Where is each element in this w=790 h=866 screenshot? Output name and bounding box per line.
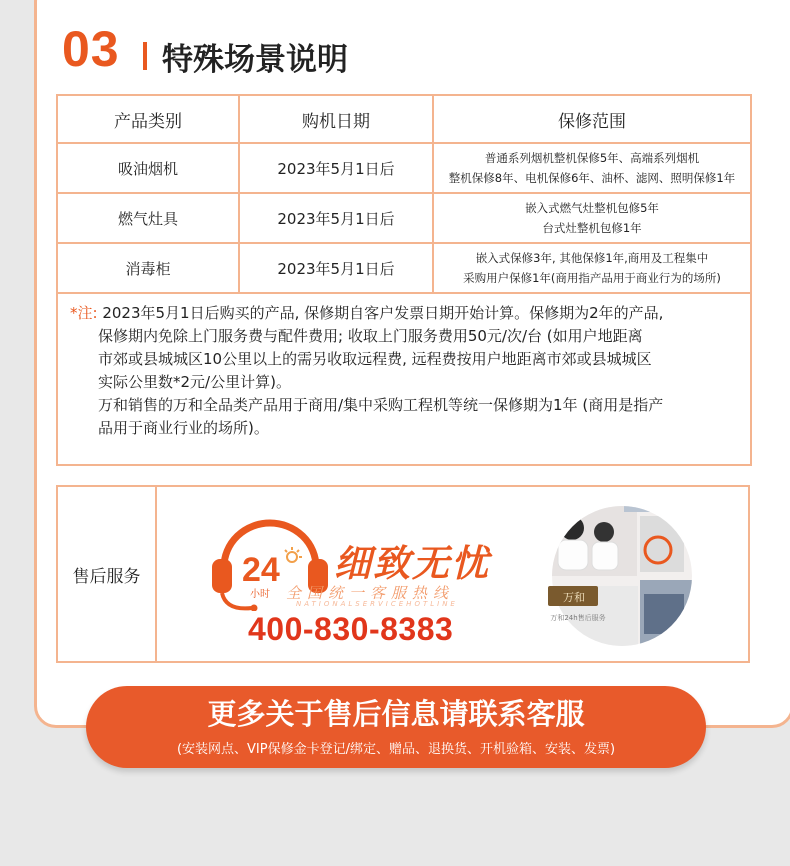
note-line <box>70 302 738 325</box>
hotline-en: NATIONALSERVICEHOTLINE <box>296 600 458 608</box>
note-cell <box>57 293 751 465</box>
row-date: 2023年5月1日后 <box>239 193 433 243</box>
note-row <box>57 293 751 465</box>
cta-subtitle: (安装网点、VIP保修金卡登记/绑定、赠品、退换货、开机验箱、安装、发票) <box>176 742 616 757</box>
scope-line: 嵌入式保修3年, 其他保修1年,商用及工程集中 <box>475 251 709 265</box>
row-date: 2023年5月1日后 <box>239 243 433 293</box>
note-text: 2023年5月1日后购买的产品, 保修期自客户发票日期开始计算。保修期为2年的产品, <box>97 304 664 322</box>
contact-cta-banner[interactable] <box>86 686 706 768</box>
note-line: 万和销售的万和全品类产品用于商用/集中采购工程机等统一保修期为1年 (商用是指产 <box>98 396 664 414</box>
service-slogan: 细致无忧 <box>334 542 490 585</box>
section-title: 特殊场景说明 <box>162 42 348 78</box>
row-scope <box>433 193 751 243</box>
row-category: 消毒柜 <box>57 243 239 293</box>
scope-line: 普通系列烟机整机保修5年、高端系列烟机 <box>484 151 700 165</box>
warranty-table <box>56 94 752 466</box>
header-date: 购机日期 <box>239 95 433 143</box>
header-category: 产品类别 <box>57 95 239 143</box>
brand-logo-text: 万和 <box>563 591 585 604</box>
scope-line: 台式灶整机包修1年 <box>542 221 642 235</box>
row-date: 2023年5月1日后 <box>239 143 433 193</box>
scope-line: 整机保修8年、电机保修6年、油杯、滤网、照明保修1年 <box>448 171 736 185</box>
note-line: 市郊或县城城区10公里以上的需另收取远程费, 远程费按用户地距离市郊或县城城区 <box>98 350 652 368</box>
photo-caption: 万和24h售后服务 <box>550 614 606 622</box>
note-line: 实际公里数*2元/公里计算)。 <box>98 373 291 391</box>
table-header-row <box>57 95 751 143</box>
row-category: 吸油烟机 <box>57 143 239 193</box>
scope-line: 嵌入式燃气灶整机包修5年 <box>525 201 659 215</box>
header-scope: 保修范围 <box>433 95 751 143</box>
service-collage-image <box>532 490 692 656</box>
table-row <box>57 143 751 193</box>
badge-number: 24 <box>242 551 280 589</box>
row-category: 燃气灶具 <box>57 193 239 243</box>
service-label: 售后服务 <box>58 487 157 661</box>
note-line: 品用于商业行业的场所)。 <box>98 419 269 437</box>
section-number: 03 <box>62 21 120 77</box>
note-marker: *注: <box>70 304 98 322</box>
note-line: 保修期内免除上门服务费与配件费用; 收取上门服务费用50元/次/台 (如用户地距离 <box>98 327 643 345</box>
hotline-cn: 全国统一客服热线 <box>286 584 455 602</box>
hotline-phone: 400-830-8383 <box>248 611 454 647</box>
table-row <box>57 193 751 243</box>
badge-sub: 小时 <box>250 589 270 600</box>
row-scope <box>433 243 751 293</box>
row-scope <box>433 143 751 193</box>
title-divider <box>143 42 147 70</box>
table-row <box>57 243 751 293</box>
scope-line: 采购用户保修1年(商用指产品用于商业行为的场所) <box>463 271 721 285</box>
service-panel <box>56 485 750 663</box>
cta-title: 更多关于售后信息请联系客服 <box>207 697 585 731</box>
